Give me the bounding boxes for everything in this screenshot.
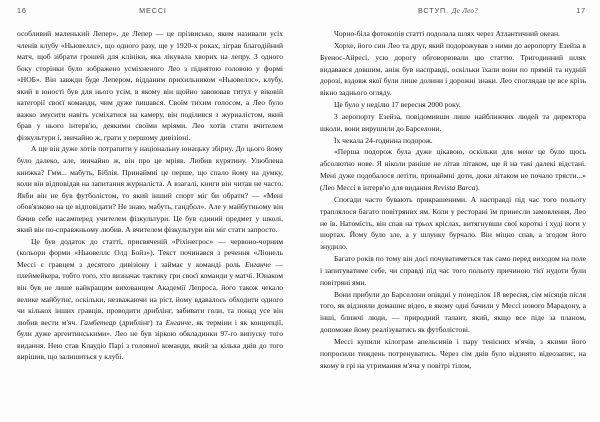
paragraph bbox=[17, 236, 283, 363]
paragraph-segment: (дриблінг) та bbox=[116, 317, 166, 327]
running-head-title-left: МЕССІ bbox=[139, 6, 167, 15]
paragraph: А ще він дуже хотів потрапити у національну юнацьку збірну. До цього йому було далеко, але, звичайно ж, він про це мріяв. Любив курятину. Улюблена книжка? Гмм... мабуть, Біблія. Принаймні це перше, що спало йому на думку, коли він відповідав на запитання журналіста. А взагалі, книги він читав не часто. Якби він не був футболістом, то який інший спорт міг би обрати? — «Мені обов'язково на це відповідати? Не знаю, мабуть, гандбол». Але у майбутньому він бачив себе насамперед учителем фізкультури. Це був єдиний предмет у школі, який він по-справжньому любив. А вчителем фізкультури він міг стати запросто. bbox=[17, 144, 283, 235]
paragraph-segment-italic: Енганче bbox=[244, 259, 271, 269]
paragraph-segment: Це був додаток до статті, присвяченій «Ріхінегрос» — червоно-чорним (кольори форми «Ньювеллс Олд Бойз»). Текст починався з речення «Ліонель Мессі є гравцем з десятого дивізіону і займає у команді роль bbox=[17, 236, 283, 269]
paragraph-segment: ). bbox=[475, 182, 480, 192]
running-head-chapter: Де Лео? bbox=[451, 7, 479, 15]
paragraph: Спогади часто бувають прикрашеними. А насправді під час того польоту траплялося багато повітряних ям. Коли у ресторані їм принесли замовлення, Лео не їв. Натомість, він спав на трьох кріслах, витягнувши свої короткі і худі ноги у шортах. Йому було зле, а у шлунку бурчало. Він міцно спав, а згодом його знудило. bbox=[320, 194, 586, 252]
paragraph: Вони прибули до Барселони опівдні у понеділок 18 вересня, сім місяців після того, як відзняли домашнє відео, в якому одні бачили у Мессі нового Марадону, а інші, ближчі люди, — природний талант, який, якщо все піде за планом, допоможе йому реалізуватись як футболістові. bbox=[320, 289, 586, 335]
running-head-left bbox=[17, 6, 283, 22]
left-column-body bbox=[17, 28, 283, 363]
page-number-left: 16 bbox=[17, 6, 27, 15]
paragraph: особливий маленький Лепер», де Лепер — це прізвисько, яким називали усіх членів клубу «Ньювеллс», що одного разу, ще у 1920-х роках, зіграв благодійний матч, щоб зібрати грошей для клініки, яка лікувала хворих на лепру. З одного боку сторінки було зображено усміхненого Лео з піднятою головою у формі «НОБ». Він завжди буде Лепером, відданим прихильником «Ньювеллс», клубу, який в юності був для нього усім, в якому він щойно завоював титул у віковій категорії своєї команди, чим дуже пишався. Своїм тихим голосом, а Лео було важко змусити навіть усміхатися на камеру, він поділився з журналістом, який брав у нього інтерв'ю, деякими своїми мріями. Лео хотів стати вчителем фізкультури і, звичайно ж, грати у першому дивізіоні. bbox=[17, 29, 283, 142]
running-head-right bbox=[320, 6, 586, 22]
running-head-prefix: ВСТУП. bbox=[417, 6, 449, 15]
paragraph bbox=[320, 146, 586, 193]
paragraph-segment: — плеймейкера, тобто того, хто визначає тактику гри своєї команди у матчі. Юнаком він був не лише найкращим вихованцем Академії Лепроса, його також чекало велике майбутнє, оскільки, незважаючи на ріст, йому вдавалось обходити одного чи кількох інших гравців, проводити дриблінг, забивати голи, та понад усе він любив вести м'яч. bbox=[17, 259, 283, 327]
paragraph: Мессі купили кілограм апельсинів і пару тенісних м'ячів, з якими його попросили тиждень потренуватись. Через сім днів було відзнято відеозапис, на якому в грі на утримання м'яча у повітрі тілом, bbox=[320, 336, 586, 370]
paragraph-segment-italic: Revista Barca bbox=[433, 182, 476, 192]
paragraph-segment-italic: Енганче bbox=[165, 317, 192, 327]
paragraph: З аеропорту Езейза, повідомивши лише найближчих людей та директора школи, вони вирушили до Барселони. bbox=[320, 111, 586, 133]
page-right bbox=[300, 0, 600, 422]
paragraph: Їх чекала 24-годинна подорож. bbox=[334, 135, 433, 145]
paragraph: Чорно-біла фотокопія статті подолала шлях через Атлантичний океан. bbox=[334, 29, 560, 38]
paragraph-segment-italic: Гамбетеар bbox=[80, 317, 117, 327]
page-number-right: 17 bbox=[576, 6, 586, 15]
paragraph: Це було у неділю 17 вересня 2000 року. bbox=[334, 100, 461, 110]
running-head-title-right bbox=[320, 6, 550, 15]
paragraph: Багато років по тому він досі почуватиметься так само перед виходом на поле і запитуватиме себе, чи справді під час того польоту причиною тієї нудоти були повітряні ями. bbox=[320, 254, 586, 287]
paragraph: Хорхе, його син Лео та друг, який подорожував з ними до аеропорту Езейза в Буенос-Айресі, усю дорогу обговорювали цю статтю. Тригодинний шлях видавався довшим, аніж був насправді, оскільки їхали вони по прямій та нудній дорозі, вздовж якої були лише долини і дорожні знаки. Лео споглядав це все крізь вікно заднього огляду. bbox=[320, 40, 586, 98]
right-column-body bbox=[320, 28, 586, 371]
paragraph-segment: , як терміни і як концепції, були дуже аргентинськими». Лео не був зіркою обкладинки 97-го випуску того видання. Нею став Клаудіо Парі з головної команди, який за кілька днів до того вирішив, що залишиться у клубі. bbox=[17, 317, 283, 362]
paragraph-segment: «Перша подорож була дуже цікавою, оскільки для мене це було щось абсолютно нове. Я ніколи раніше не літав літаком, ще й на такі далекі відстані. Мені дуже подобалося летіти, принаймні доти, доки літаком не почало трясти...» (Лео Мессі в інтерв'ю для видання bbox=[320, 147, 586, 192]
